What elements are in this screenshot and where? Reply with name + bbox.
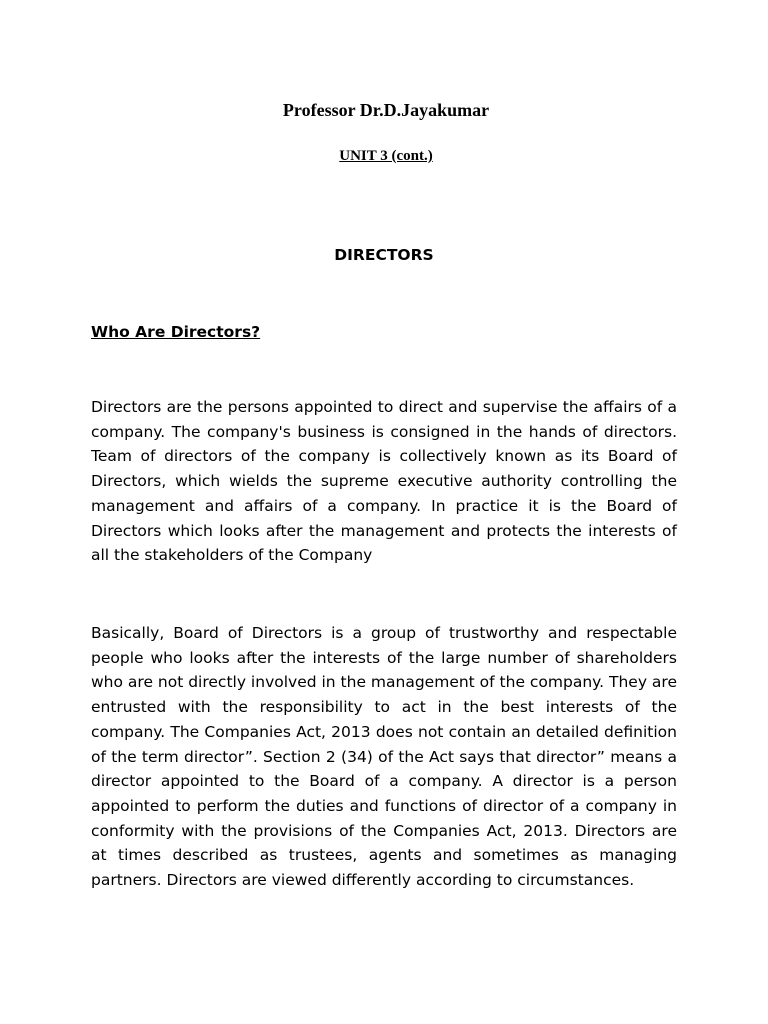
section-title: DIRECTORS: [334, 246, 434, 264]
paragraph-2: Basically, Board of Directors is a group of trustworthy and respectable people who looks after the interests of the large number of shareholders who are not directly involved in the management of the company. They are entrusted with the responsibility to act in the best interests of the company. The Companies Act, 2013 does not contain an detailed definition of the term director”. Section 2 (34) of the Act says that director” means a director appointed to the Board of a company. A director is a person appointed to perform the duties and functions of director of a company in conformity with the provisions of the Companies Act, 2013. Directors are at times described as trustees, agents and sometimes as managing partners. Directors are viewed differently according to circumstances.: [91, 624, 677, 890]
unit-heading: UNIT 3 (cont.): [339, 148, 433, 164]
paragraph-1: Directors are the persons appointed to direct and supervise the affairs of a company. The company's business is consigned in the hands of directors. Team of directors of the company is collectively known as its Board of Directors, which wields the supreme executive authority controlling the management and affairs of a company. In practice it is the Board of Directors which looks after the management and protects the interests of all the stakeholders of the Company: [91, 398, 677, 565]
author-heading: Professor Dr.D.Jayakumar: [282, 100, 490, 120]
subsection-heading: Who Are Directors?: [91, 323, 261, 341]
